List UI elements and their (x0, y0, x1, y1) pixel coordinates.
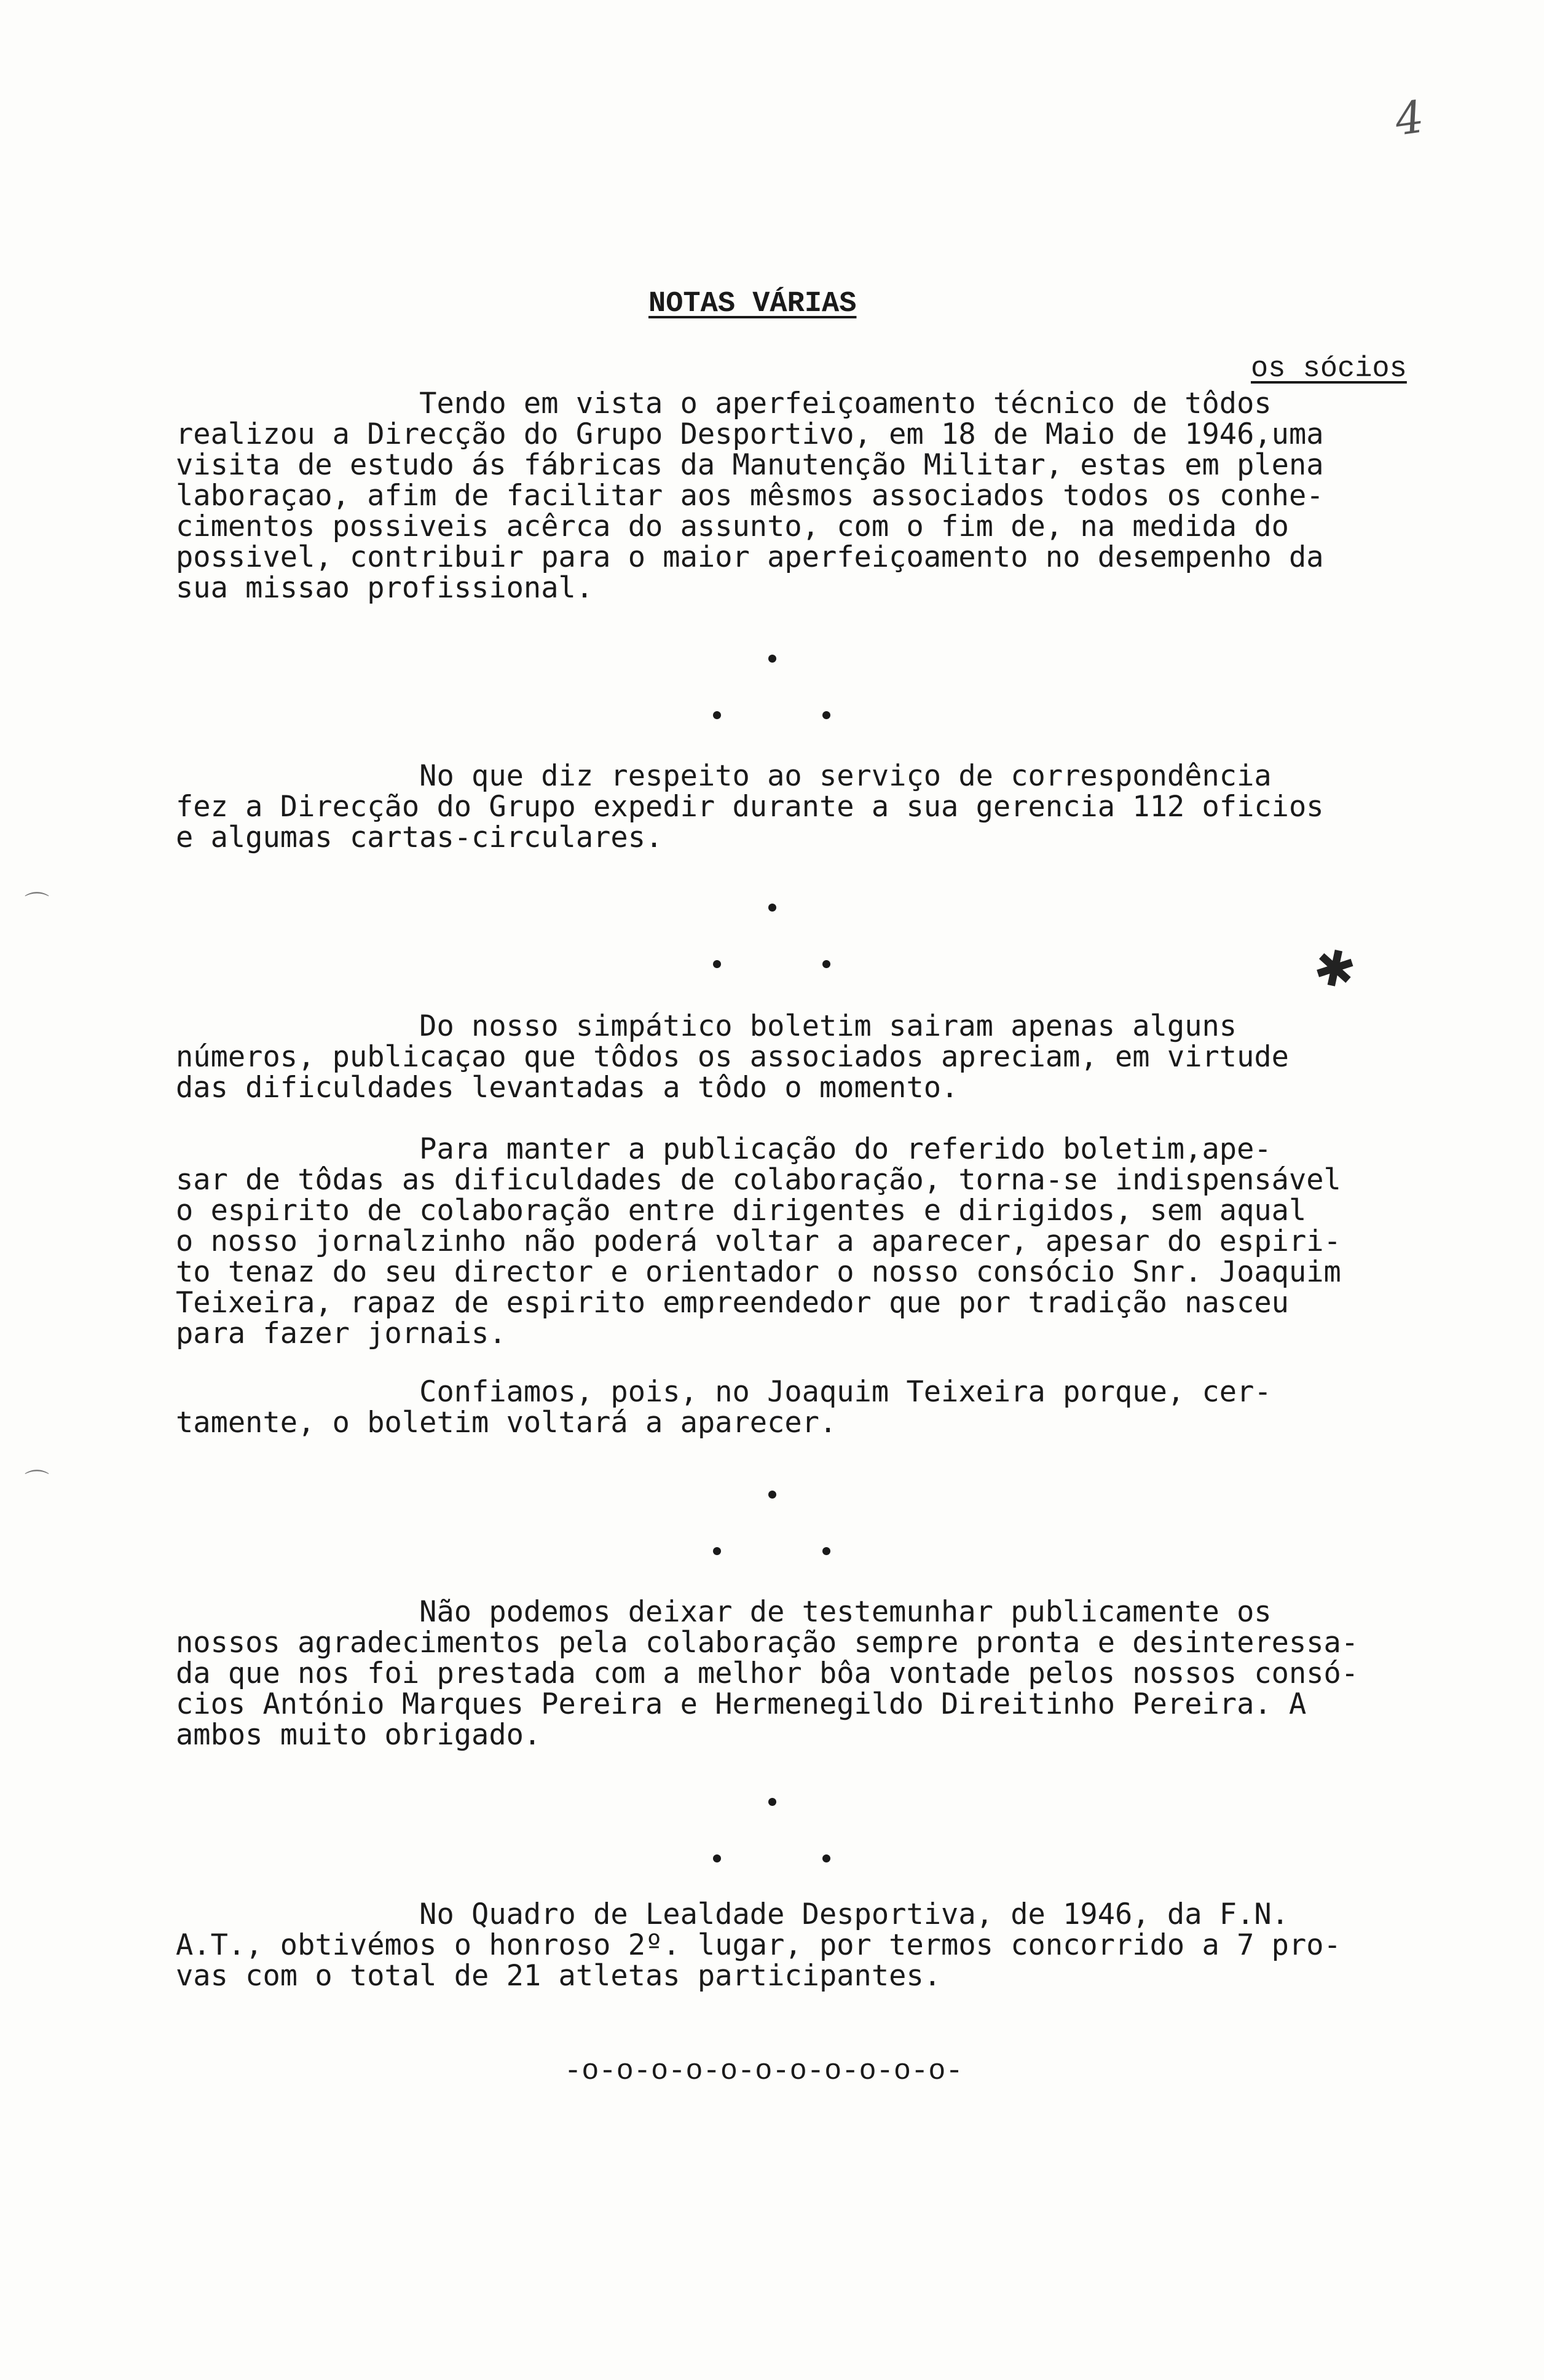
paragraph-confiamos: Confiamos, pois, no Joaquim Teixeira porque, cer- tamente, o boletim voltará a aparecer. (176, 1375, 1272, 1440)
paragraph-boletim: Do nosso simpático boletim sairam apenas alguns números, publicaçao que tôdos os associados apreciam, em virtude das dificuldades levantadas a tôdo o momento. (176, 1009, 1289, 1105)
section-separator (0, 652, 1544, 750)
separator-dot (768, 1798, 776, 1806)
separator-dot (768, 904, 776, 912)
end-rule: -o-o-o-o-o-o-o-o-o-o-o- (564, 2055, 963, 2088)
margin-mark: ⌒ (25, 891, 49, 919)
separator-dot (768, 655, 776, 663)
separator-dot (822, 1854, 830, 1862)
document-title: NOTAS VÁRIAS (648, 288, 857, 320)
separator-dot (713, 1547, 721, 1555)
paragraph-publicacao: Para manter a publicação do referido boletim,ape- sar de tôdas as dificuldades de colaboração, torna-se indispensável o espirito de colaboração entre dirigentes e dirigidos, sem aqual o nosso jornalzinho não poderá voltar a aparecer, apesar do espiri- to tenaz do seu director e orientador o nosso consócio Snr. Joaquim Teixeira, rapaz de espirito empreendedor que por tradição nasceu para fazer jornais. (176, 1132, 1341, 1350)
paragraph-agradecimentos: Não podemos deixar de testemunhar publicamente os nossos agradecimentos pela colaboração sempre pronta e desinteressa- da que nos foi prestada com a melhor bôa vontade pelos nossos consó- cios António Marques Pereira e Hermenegildo Direitinho Pereira. A ambos muito obrigado. (176, 1595, 1359, 1752)
separator-dot (713, 711, 721, 719)
separator-dot (822, 711, 830, 719)
separator-dot (822, 1547, 830, 1555)
margin-mark: ⌒ (25, 1468, 49, 1497)
separator-dot (768, 1491, 776, 1499)
separator-dot (713, 1854, 721, 1862)
paragraph-quadro-lealdade: No Quadro de Lealdade Desportiva, de 1946, da F.N. A.T., obtivémos o honroso 2º. lugar, por termos concorrido a 7 pro- vas com o total de 21 atletas participantes. (176, 1897, 1341, 1993)
paragraph-visita-estudo: Tendo em vista o aperfeiçoamento técnico de tôdos realizou a Direcção do Grupo Desportivo, em 18 de Maio de 1946,uma visita de estudo ás fábricas da Manutenção Militar, estas em plena laboraçao, afim de facilitar aos mêsmos associados todos os conhe- cimentos possiveis acêrca do assunto, com o fim de, na medida do possivel, contribuir para o maior aperfeiçoamento no desempenho da sua missao profissional. (176, 387, 1324, 605)
handwritten-page-number: 4 (1392, 90, 1427, 146)
handwritten-insertion: os sócios (1251, 353, 1407, 385)
separator-dot (713, 960, 721, 968)
separator-dot (822, 960, 830, 968)
paragraph-correspondencia: No que diz respeito ao serviço de correspondência fez a Direcção do Grupo expedir durante a sua gerencia 112 oficios e algumas cartas-circulares. (176, 759, 1324, 854)
section-separator (0, 1488, 1544, 1586)
handwritten-asterisk-mark: ✱ (1309, 937, 1361, 1001)
section-separator (0, 1795, 1544, 1893)
